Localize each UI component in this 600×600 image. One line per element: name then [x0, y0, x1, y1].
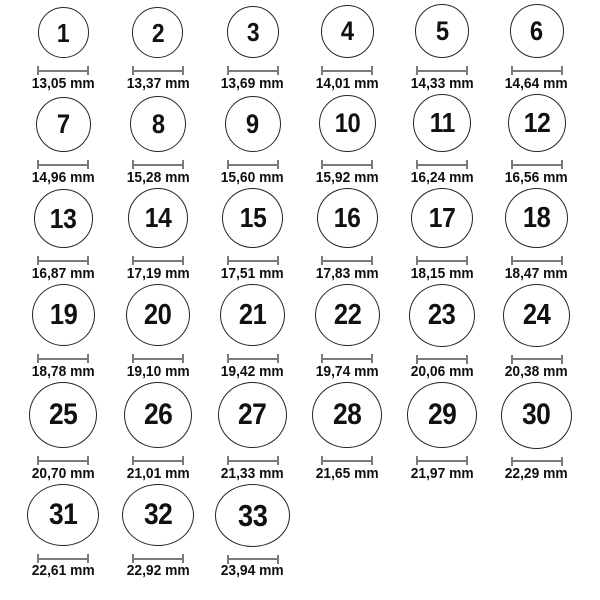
size-number: 19	[49, 298, 78, 331]
measure-bar	[416, 460, 468, 462]
measure-bar	[37, 164, 89, 166]
ring-size-cell	[489, 0, 584, 94]
size-circle	[225, 96, 281, 152]
measure-tick-left	[416, 256, 418, 265]
measure-tick-right	[182, 66, 184, 75]
diameter-label: 21,65 mm	[315, 465, 379, 482]
diameter-label: 22,92 mm	[126, 562, 190, 579]
measure-tick-left	[321, 66, 323, 75]
diameter-label: 17,19 mm	[126, 265, 190, 282]
ring-size-cell	[16, 484, 111, 600]
ring-size-cell	[111, 0, 206, 94]
measure-tick-left	[511, 66, 513, 75]
measure-bar	[37, 70, 89, 72]
size-number: 17	[428, 202, 456, 234]
size-circle	[27, 484, 99, 546]
diameter-label: 17,51 mm	[221, 265, 285, 282]
measure-bar	[416, 70, 468, 72]
size-circle	[36, 97, 91, 152]
diameter-measure-line	[416, 355, 468, 364]
measure-bar	[321, 164, 373, 166]
measure-tick-left	[37, 256, 39, 265]
size-circle	[34, 189, 93, 248]
measure-tick-right	[371, 66, 373, 75]
ring-size-cell	[395, 0, 490, 94]
size-number: 30	[522, 398, 551, 432]
ring-size-cell	[111, 484, 206, 600]
size-number: 3	[246, 17, 259, 47]
size-circle	[128, 188, 188, 248]
measure-bar	[132, 358, 184, 360]
measure-tick-right	[561, 66, 563, 75]
size-number: 25	[49, 398, 78, 432]
measure-tick-right	[277, 456, 279, 465]
ring-size-cell	[16, 94, 111, 188]
diameter-measure-line	[37, 456, 89, 465]
measure-tick-left	[37, 456, 39, 465]
diameter-label: 22,61 mm	[31, 562, 95, 579]
measure-bar	[227, 558, 279, 560]
ring-size-cell	[111, 94, 206, 188]
measure-tick-right	[466, 66, 468, 75]
size-number: 12	[523, 107, 550, 138]
ring-size-cell	[489, 284, 584, 382]
measure-tick-left	[416, 66, 418, 75]
measure-tick-right	[87, 256, 89, 265]
ring-size-cell	[111, 284, 206, 382]
ring-size-cell	[395, 382, 490, 484]
measure-bar	[227, 70, 279, 72]
ring-size-cell	[489, 188, 584, 284]
diameter-label: 21,97 mm	[410, 465, 474, 482]
diameter-label: 13,05 mm	[31, 75, 95, 92]
diameter-measure-line	[132, 160, 184, 169]
measure-tick-left	[132, 256, 134, 265]
diameter-label: 15,60 mm	[221, 169, 285, 186]
size-number: 18	[522, 201, 551, 234]
size-circle	[315, 284, 380, 346]
diameter-measure-line	[321, 66, 373, 75]
diameter-label: 16,87 mm	[31, 265, 95, 282]
diameter-label: 13,37 mm	[126, 75, 190, 92]
size-circle	[508, 94, 566, 152]
size-circle	[218, 382, 287, 448]
size-circle	[29, 382, 97, 448]
ring-size-cell	[16, 188, 111, 284]
diameter-label: 14,96 mm	[31, 169, 95, 186]
diameter-measure-line	[37, 66, 89, 75]
size-number: 2	[151, 17, 165, 48]
diameter-measure-line	[321, 160, 373, 169]
size-number: 26	[143, 398, 173, 432]
size-circle	[409, 284, 475, 347]
diameter-label: 20,06 mm	[410, 363, 474, 380]
diameter-measure-line	[511, 160, 563, 169]
size-circle	[510, 4, 564, 58]
measure-tick-left	[227, 456, 229, 465]
size-number: 27	[238, 398, 267, 432]
size-circle	[415, 4, 469, 58]
size-number: 28	[333, 398, 362, 432]
size-number: 6	[530, 15, 544, 46]
size-circle	[38, 7, 89, 58]
diameter-label: 19,74 mm	[315, 363, 379, 380]
measure-tick-right	[371, 160, 373, 169]
size-circle	[32, 284, 95, 346]
measure-bar	[511, 260, 563, 262]
measure-bar	[227, 260, 279, 262]
diameter-label: 14,33 mm	[410, 75, 474, 92]
size-circle	[227, 6, 279, 58]
size-number: 14	[144, 202, 172, 233]
measure-tick-right	[277, 160, 279, 169]
ring-size-cell	[300, 94, 395, 188]
diameter-label: 18,47 mm	[505, 265, 569, 282]
measure-bar	[511, 460, 563, 462]
diameter-measure-line	[37, 160, 89, 169]
diameter-label: 21,33 mm	[221, 465, 285, 482]
size-circle	[501, 382, 572, 449]
size-number: 22	[333, 298, 362, 331]
diameter-measure-line	[321, 256, 373, 265]
size-circle	[319, 95, 376, 152]
diameter-measure-line	[416, 66, 468, 75]
measure-tick-right	[87, 354, 89, 363]
measure-tick-left	[37, 160, 39, 169]
measure-bar	[37, 558, 89, 560]
diameter-label: 18,15 mm	[410, 265, 474, 282]
diameter-measure-line	[511, 457, 563, 465]
size-circle	[222, 188, 283, 248]
diameter-label: 19,10 mm	[126, 363, 190, 380]
measure-tick-left	[227, 160, 229, 169]
measure-bar	[511, 70, 563, 72]
size-number: 13	[50, 202, 77, 234]
size-circle	[130, 96, 186, 152]
ring-size-cell	[395, 94, 490, 188]
measure-bar	[321, 260, 373, 262]
size-circle	[317, 188, 378, 248]
measure-bar	[37, 358, 89, 360]
diameter-measure-line	[416, 456, 468, 465]
size-circle	[407, 382, 477, 448]
diameter-measure-line	[511, 66, 563, 75]
diameter-label: 21,01 mm	[126, 465, 190, 482]
size-circle	[505, 188, 568, 248]
measure-tick-left	[37, 66, 39, 75]
diameter-label: 14,01 mm	[315, 75, 379, 92]
size-circle	[126, 284, 190, 346]
size-circle	[124, 382, 192, 448]
diameter-label: 15,92 mm	[315, 169, 379, 186]
diameter-measure-line	[227, 256, 279, 265]
ring-size-cell	[111, 188, 206, 284]
diameter-measure-line	[416, 160, 468, 169]
measure-bar	[132, 460, 184, 462]
size-number: 7	[56, 109, 70, 139]
ring-size-cell	[300, 284, 395, 382]
measure-bar	[227, 358, 279, 360]
ring-size-cell	[16, 0, 111, 94]
diameter-label: 20,38 mm	[505, 363, 569, 380]
size-number: 16	[334, 202, 361, 234]
size-number: 9	[246, 108, 260, 139]
size-number: 31	[49, 498, 78, 532]
measure-tick-right	[466, 160, 468, 169]
ring-size-cell	[489, 382, 584, 484]
measure-bar	[321, 358, 373, 360]
size-number: 23	[428, 298, 456, 331]
ring-size-cell	[205, 284, 300, 382]
ring-size-cell	[395, 284, 490, 382]
size-number: 32	[143, 498, 173, 532]
size-circle	[411, 188, 473, 248]
size-number: 8	[151, 108, 165, 139]
measure-tick-right	[277, 256, 279, 265]
measure-tick-left	[416, 160, 418, 169]
size-circle	[220, 284, 285, 346]
size-number: 21	[238, 298, 267, 331]
measure-bar	[227, 164, 279, 166]
measure-tick-left	[132, 66, 134, 75]
measure-tick-right	[561, 160, 563, 169]
ring-size-cell	[205, 0, 300, 94]
ring-size-cell	[300, 382, 395, 484]
size-number: 29	[427, 398, 457, 432]
diameter-measure-line	[227, 555, 279, 562]
size-number: 4	[340, 16, 354, 46]
size-number: 24	[522, 298, 551, 331]
diameter-label: 16,56 mm	[505, 169, 569, 186]
ring-size-cell	[205, 188, 300, 284]
diameter-measure-line	[227, 160, 279, 169]
diameter-measure-line	[132, 256, 184, 265]
size-circle	[312, 382, 382, 448]
ring-size-cell	[205, 382, 300, 484]
size-circle	[122, 484, 194, 546]
measure-bar	[132, 558, 184, 560]
measure-tick-right	[87, 66, 89, 75]
diameter-label: 19,42 mm	[221, 363, 285, 380]
size-number: 10	[334, 108, 361, 138]
diameter-label: 14,64 mm	[505, 75, 569, 92]
size-circle	[321, 5, 374, 58]
measure-bar	[321, 460, 373, 462]
diameter-measure-line	[227, 354, 279, 363]
diameter-measure-line	[511, 355, 563, 363]
measure-bar	[132, 70, 184, 72]
measure-bar	[321, 70, 373, 72]
measure-bar	[37, 460, 89, 462]
measure-tick-right	[466, 256, 468, 265]
size-circle	[215, 484, 290, 547]
size-number: 33	[237, 497, 268, 533]
measure-tick-right	[182, 456, 184, 465]
ring-size-cell	[111, 382, 206, 484]
size-number: 15	[239, 202, 266, 234]
measure-tick-right	[182, 160, 184, 169]
diameter-label: 22,29 mm	[505, 465, 569, 482]
measure-tick-left	[132, 160, 134, 169]
ring-size-cell	[205, 94, 300, 188]
diameter-label: 23,94 mm	[221, 562, 285, 579]
diameter-label: 18,78 mm	[31, 363, 95, 380]
measure-bar	[37, 260, 89, 262]
ring-size-cell	[300, 0, 395, 94]
measure-tick-right	[182, 354, 184, 363]
size-number: 1	[57, 17, 70, 48]
diameter-measure-line	[227, 66, 279, 75]
ring-size-cell	[16, 284, 111, 382]
diameter-label: 13,69 mm	[221, 75, 285, 92]
size-number: 20	[144, 298, 172, 331]
ring-size-cell	[395, 188, 490, 284]
measure-tick-left	[227, 66, 229, 75]
size-circle	[503, 284, 570, 347]
size-circle	[132, 7, 183, 58]
measure-bar	[227, 460, 279, 462]
diameter-measure-line	[132, 456, 184, 465]
ring-size-cell	[489, 94, 584, 188]
measure-tick-left	[321, 256, 323, 265]
diameter-measure-line	[132, 354, 184, 363]
diameter-measure-line	[321, 354, 373, 363]
size-circle	[413, 94, 471, 152]
measure-tick-left	[37, 354, 39, 363]
measure-tick-left	[511, 160, 513, 169]
measure-tick-right	[277, 66, 279, 75]
measure-bar	[416, 358, 468, 360]
ring-size-cell	[205, 484, 300, 600]
ring-size-cell	[300, 188, 395, 284]
measure-tick-right	[87, 160, 89, 169]
diameter-measure-line	[227, 456, 279, 465]
measure-bar	[511, 358, 563, 360]
diameter-measure-line	[37, 256, 89, 265]
measure-tick-right	[87, 456, 89, 465]
diameter-measure-line	[416, 256, 468, 265]
diameter-measure-line	[511, 256, 563, 265]
measure-bar	[132, 164, 184, 166]
diameter-measure-line	[37, 354, 89, 363]
measure-bar	[416, 260, 468, 262]
diameter-label: 20,70 mm	[31, 465, 95, 482]
size-number: 11	[429, 107, 455, 138]
measure-bar	[416, 164, 468, 166]
measure-tick-right	[371, 256, 373, 265]
diameter-label: 17,83 mm	[315, 265, 379, 282]
size-number: 5	[435, 15, 449, 46]
measure-tick-left	[132, 456, 134, 465]
measure-bar	[511, 164, 563, 166]
measure-tick-left	[321, 160, 323, 169]
diameter-measure-line	[321, 456, 373, 465]
measure-tick-left	[227, 256, 229, 265]
diameter-label: 15,28 mm	[126, 169, 190, 186]
diameter-measure-line	[132, 66, 184, 75]
diameter-measure-line	[132, 554, 184, 562]
measure-tick-right	[182, 256, 184, 265]
ring-size-cell	[16, 382, 111, 484]
diameter-measure-line	[37, 554, 89, 562]
measure-tick-left	[132, 354, 134, 363]
diameter-label: 16,24 mm	[410, 169, 474, 186]
measure-bar	[132, 260, 184, 262]
